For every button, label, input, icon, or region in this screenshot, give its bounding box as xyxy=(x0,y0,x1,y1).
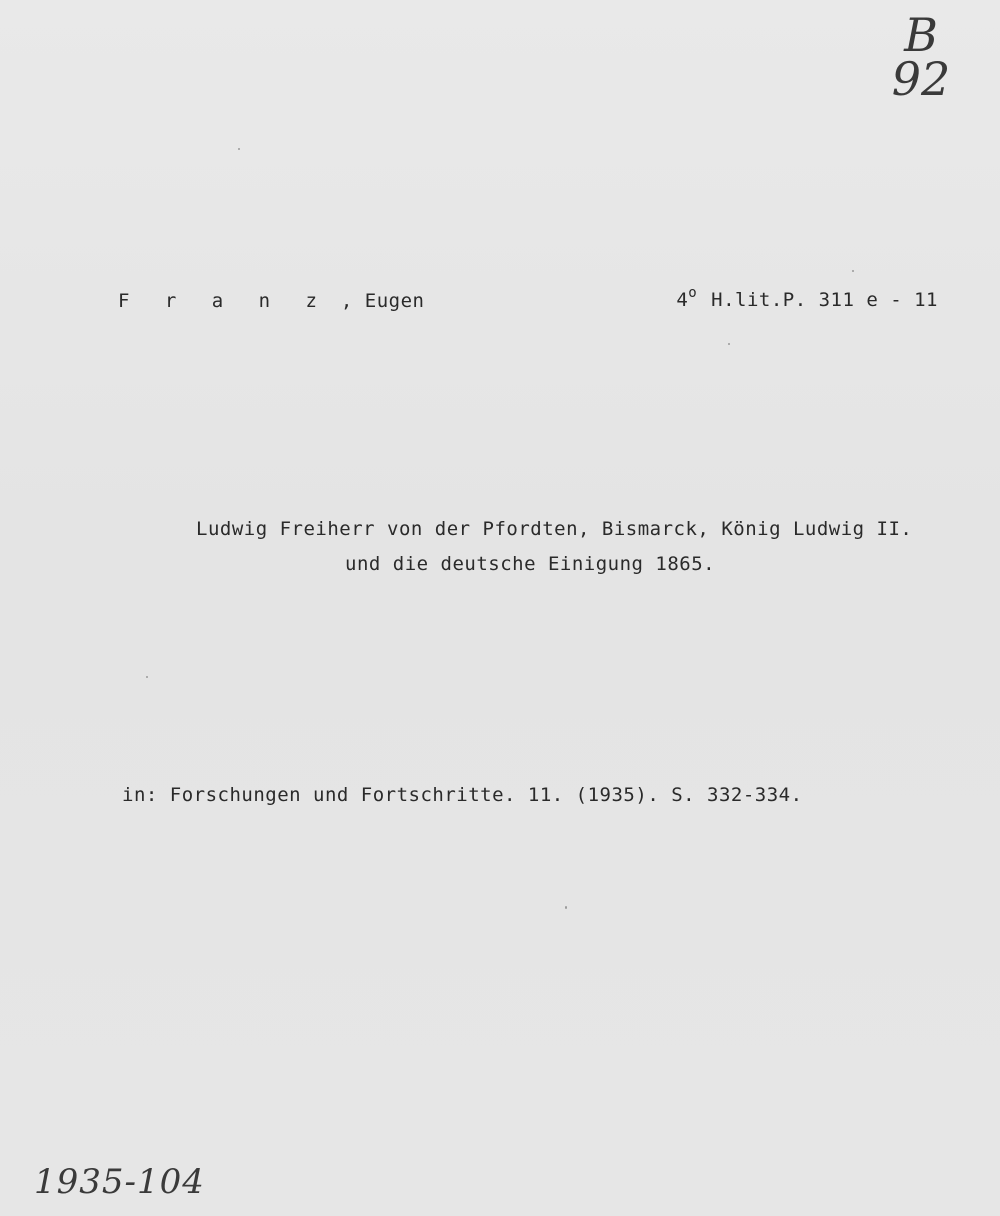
paper-speck xyxy=(146,676,148,678)
shelfmark-size: 4 xyxy=(676,289,689,311)
paper-speck xyxy=(852,270,854,272)
source-citation: in: Forschungen und Fortschritte. 11. (1935). S. 332-334. xyxy=(122,784,803,806)
title-line-1: Ludwig Freiherr von der Pfordten, Bismarck, König Ludwig II. xyxy=(196,518,913,540)
handwritten-letter: B xyxy=(904,8,938,62)
handwritten-accession-number: 1935-104 xyxy=(34,1162,205,1202)
shelfmark-size-marker: o xyxy=(688,285,698,301)
paper-speck xyxy=(238,148,240,150)
title-line-2: und die deutsche Einigung 1865. xyxy=(345,553,716,575)
paper-speck xyxy=(565,906,567,909)
handwritten-number: 92 xyxy=(891,51,951,106)
paper-speck xyxy=(728,343,730,345)
author-heading xyxy=(118,292,424,311)
handwritten-call-number xyxy=(886,8,956,106)
shelfmark xyxy=(676,286,938,310)
author-separator: , xyxy=(328,290,365,312)
shelfmark-code: H.lit.P. 311 e - 11 xyxy=(699,289,938,311)
author-given-name: Eugen xyxy=(364,290,425,312)
author-surname: F r a n z xyxy=(118,290,329,312)
